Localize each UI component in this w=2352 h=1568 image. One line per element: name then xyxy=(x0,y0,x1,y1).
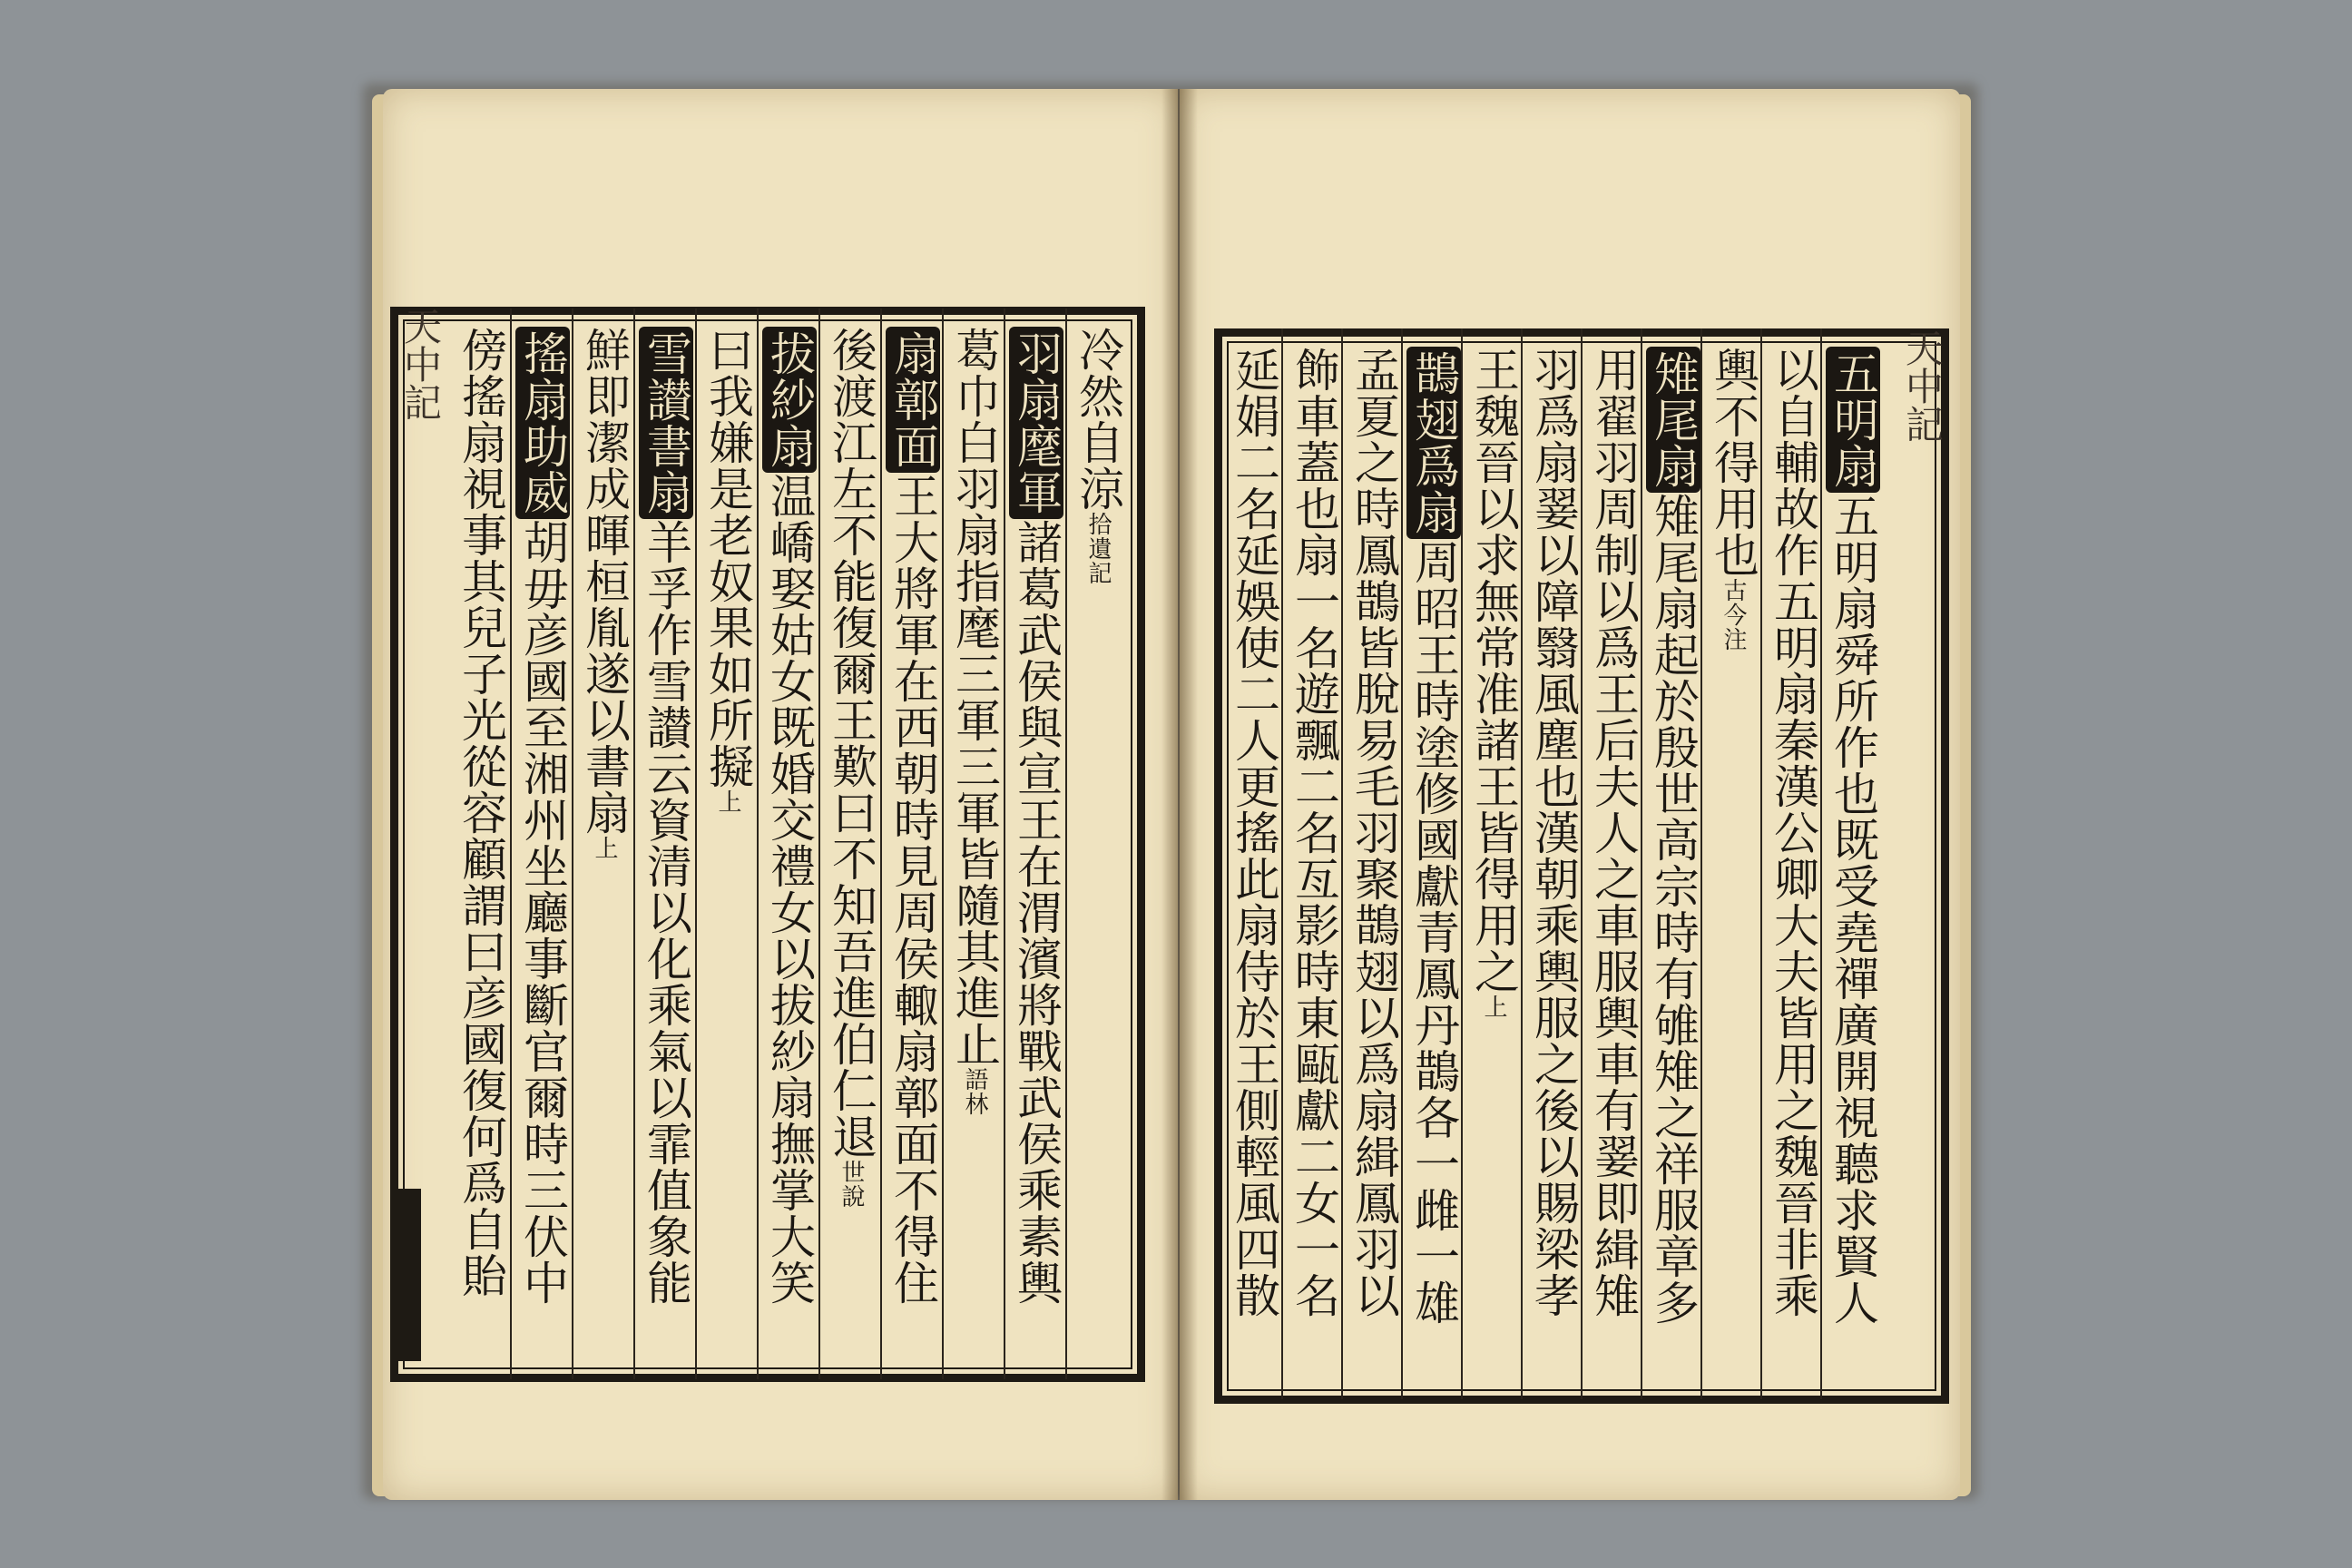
source-note: 上 xyxy=(714,789,741,814)
left-column xyxy=(947,327,1002,1361)
left-column xyxy=(762,327,817,1361)
entry-heading: 羽扇麾軍 xyxy=(1009,327,1063,519)
right-column xyxy=(1766,347,1820,1381)
column-rule xyxy=(1341,328,1343,1399)
column-text: 羽爲扇翣以障翳風塵也漢朝乘輿服之後以賜梁孝 xyxy=(1527,347,1580,1318)
column-text: 胡毋彦國至湘州坐廳事斷官爾時三伏中 xyxy=(516,519,569,1306)
column-text: 以自輔故作五明扇秦漢公卿大夫皆用之魏晉非乘 xyxy=(1767,347,1819,1318)
column-rule xyxy=(1641,328,1642,1399)
column-text: 温嶠娶姑女既婚交禮女以拔紗扇撫掌大笑 xyxy=(763,473,816,1306)
column-text: 傍搖扇視事其兒子光從容顧謂曰彦國復何爲自貽 xyxy=(455,327,507,1298)
margin-title: 天中記 xyxy=(398,307,440,421)
column-text: 孟夏之時鳳鵲皆脫易毛羽聚鵲翅以爲扇緝鳳羽以 xyxy=(1348,347,1400,1318)
column-rule xyxy=(1281,328,1283,1399)
right-column xyxy=(1287,347,1341,1381)
column-text: 後渡江左不能復爾王歎曰不知吾進伯仁退 xyxy=(825,327,877,1160)
column-text: 雉尾扇起於殷世高宗時有雊雉之祥服章多 xyxy=(1647,493,1700,1326)
source-note: 上 xyxy=(1480,995,1507,1019)
entry-heading: 五明扇 xyxy=(1826,347,1880,493)
source-note: 世說 xyxy=(838,1160,865,1209)
column-rule xyxy=(572,309,573,1379)
column-text: 王魏晉以求無常准諸王皆得用之 xyxy=(1467,347,1520,995)
column-rule xyxy=(510,309,512,1379)
column-rule xyxy=(1581,328,1583,1399)
right-column xyxy=(1466,347,1521,1381)
column-text: 延娟二名延娛使二人更搖此扇侍於王側輕風四散 xyxy=(1228,347,1280,1318)
left-column xyxy=(639,327,693,1361)
column-text: 冷然自涼 xyxy=(1072,327,1124,512)
entry-heading: 拔紗扇 xyxy=(762,327,817,473)
column-rule xyxy=(1760,328,1762,1399)
column-rule xyxy=(1004,309,1005,1379)
column-rule xyxy=(1065,309,1067,1379)
margin-volume xyxy=(390,307,392,1382)
right-column xyxy=(1646,347,1700,1381)
book-gutter xyxy=(1161,89,1198,1500)
left-column xyxy=(1009,327,1063,1361)
entry-heading: 雪讃書扇 xyxy=(639,327,693,519)
column-rule xyxy=(1820,328,1822,1399)
column-rule xyxy=(757,309,759,1379)
entry-heading: 扇鄣面 xyxy=(886,327,940,473)
column-rule xyxy=(942,309,944,1379)
column-text: 葛巾白羽扇指麾三軍三軍皆隨其進止 xyxy=(948,327,1001,1067)
right-column xyxy=(1826,347,1880,1381)
column-rule xyxy=(1521,328,1523,1399)
column-rule xyxy=(818,309,820,1379)
right-column xyxy=(1706,347,1760,1381)
left-column xyxy=(454,327,508,1361)
right-column xyxy=(1406,347,1461,1381)
left-column xyxy=(1071,327,1125,1361)
column-text: 五明扇舜所作也既受堯禪廣開視聽求賢人 xyxy=(1827,493,1879,1326)
column-text: 用翟羽周制以爲王后夫人之車服輿車有翣即緝雉 xyxy=(1587,347,1640,1318)
column-text: 鮮即潔成暉桓胤遂以書扇 xyxy=(578,327,631,836)
source-note: 拾遺記 xyxy=(1084,512,1112,585)
left-column xyxy=(577,327,632,1361)
entry-heading: 搖扇助威 xyxy=(515,327,570,519)
column-text: 王大將軍在西朝時見周侯輙扇鄣面不得住 xyxy=(887,473,939,1306)
left-column xyxy=(886,327,940,1361)
column-text: 諸葛武侯與宣王在渭濱將戰武侯乘素輿 xyxy=(1010,519,1063,1306)
right-column xyxy=(1227,347,1281,1381)
entry-heading: 雉尾扇 xyxy=(1646,347,1700,493)
right-margin-label xyxy=(1895,328,1949,1404)
right-column xyxy=(1347,347,1401,1381)
source-note: 語林 xyxy=(961,1067,988,1116)
left-column xyxy=(515,327,570,1361)
right-page-edge xyxy=(1958,94,1971,1496)
column-text: 飾車蓋也扇一名遊飄二名亙影時東甌獻二女一名 xyxy=(1288,347,1340,1318)
column-rule xyxy=(695,309,697,1379)
column-rule xyxy=(1401,328,1403,1399)
margin-fishtail xyxy=(394,1189,421,1361)
entry-heading: 鵲翅爲扇 xyxy=(1406,347,1461,539)
column-text: 羊孚作雪讃云資清以化乘氣以霏值象能 xyxy=(640,519,692,1306)
left-column xyxy=(701,327,755,1361)
column-rule xyxy=(1461,328,1463,1399)
margin-title: 天中記 xyxy=(1900,328,1945,443)
column-text: 曰我嫌是老奴果如所擬 xyxy=(701,327,754,789)
source-note: 古今注 xyxy=(1720,578,1747,652)
right-column xyxy=(1586,347,1641,1381)
column-rule xyxy=(880,309,882,1379)
left-column xyxy=(824,327,878,1361)
column-rule xyxy=(1700,328,1702,1399)
source-note: 上 xyxy=(591,836,618,860)
column-text: 周昭王時塗修國獻青鳳丹鵲各一雌一雄 xyxy=(1407,539,1460,1326)
column-text: 輿不得用也 xyxy=(1707,347,1759,578)
column-rule xyxy=(633,309,635,1379)
right-column xyxy=(1526,347,1581,1381)
